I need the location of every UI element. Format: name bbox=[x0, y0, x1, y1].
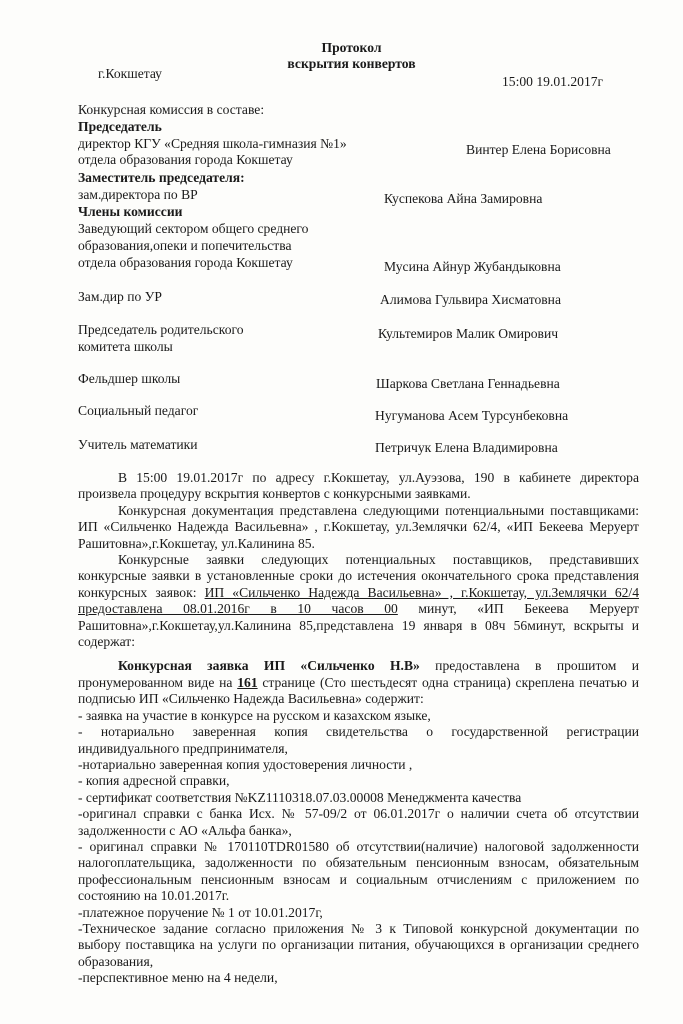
member-name: Культемиров Малик Омирович bbox=[378, 326, 559, 341]
committee-intro: Конкурсная комиссия в составе: bbox=[78, 102, 265, 117]
paragraph-3-end: минут, «ИП Бекеева Меруерт Рашитовна»,г.Кокшетау,ул.Калинина 85,представлена 19 января в 08ч 56минут, вскрыты и содержат: bbox=[78, 601, 639, 650]
list-item: -Техническое задание согласно приложения № 3 к Типовой конкурсной документации по выбору поставщика на услуги по организации питания, обучающихся в организации среднего образования, bbox=[78, 920, 639, 969]
datetime: 15:00 19.01.2017г bbox=[502, 74, 604, 89]
list-item: - оригинал справки № 170110TDR01580 об отсутствии(наличие) налоговой задолженности налогоплательщика, задолженности по обязательным пенсионным взносам, обязательным профессиональным пенсионным взносам и социальным отчислениям с приложением по состоянию на 10.01.2017г. bbox=[78, 838, 639, 904]
position-line: отдела образования города Кокшетау bbox=[78, 255, 293, 270]
position-line: Фельдшер школы bbox=[78, 371, 181, 386]
doc-subtitle: вскрытия конвертов bbox=[287, 56, 416, 71]
member-name: Шаркова Светлана Геннадьевна bbox=[376, 376, 560, 391]
paragraph-1: В 15:00 19.01.2017г по адресу г.Кокшетау, ул.Ауэзова, 190 в кабинете директора произвела процедуру вскрытия конвертов с конкурсными заявками. bbox=[78, 470, 639, 502]
position-line: Социальный педагог bbox=[78, 403, 199, 418]
member-name: Петричук Елена Владимировна bbox=[375, 440, 558, 455]
list-item: -оригинал справки с банка Исх. № 57-09/2 от 06.01.2017г о наличии счета об отсутствии задолженности с АО «Альфа банка», bbox=[78, 806, 639, 838]
list-item: - заявка на участие в конкурсе на русском и казахском языке, bbox=[78, 707, 431, 723]
position-line: образования,опеки и попечительства bbox=[78, 238, 292, 253]
member-name: Алимова Гульвира Хисматовна bbox=[380, 292, 561, 307]
application-heading: Конкурсная заявка ИП «Сильченко Н.В» bbox=[118, 658, 420, 674]
member-name: Винтер Елена Борисовна bbox=[466, 142, 611, 157]
position-line: Учитель математики bbox=[78, 437, 198, 452]
paragraph-2: Конкурсная документация представлена следующими потенциальными поставщиками: ИП «Сильченко Надежда Васильевна» , г.Кокшетау, ул.Землячки 62/4, «ИП Бекеева Меруерт Рашитовна»,г.Кокшетау, ул.Калинина 85. bbox=[78, 502, 639, 551]
paragraph-3-underlined: ИП «Сильченко Надежда Васильевна» , г.Кокшетау, ул.Землячки 62/4 предоставлена 08.01.2016г в 10 часов 00 bbox=[78, 584, 639, 617]
role-members: Члены комиссии bbox=[78, 204, 183, 219]
position-line: отдела образования города Кокшетау bbox=[78, 152, 293, 167]
paragraph-3 bbox=[78, 552, 639, 650]
list-item: - копия адресной справки, bbox=[78, 773, 230, 789]
city: г.Кокшетау bbox=[98, 66, 162, 81]
list-item: -нотариально заверенная копия удостоверения личности , bbox=[78, 756, 413, 772]
paragraph-3-start: Конкурсные заявки следующих потенциальных поставщиков, представивших конкурсные заявки в установленные сроки до истечения окончательного срока представления конкурсных заявок: bbox=[78, 552, 639, 600]
member-name: Куспекова Айна Замировна bbox=[384, 191, 543, 206]
paragraph-4-text: предоставлена в прошитом и пронумерованном виде на bbox=[78, 658, 639, 690]
paragraph-4 bbox=[78, 658, 639, 707]
position-line: Заведующий сектором общего среднего bbox=[78, 221, 309, 236]
role-chairman: Председатель bbox=[78, 119, 162, 134]
list-item: -платежное поручение № 1 от 10.01.2017г, bbox=[78, 904, 323, 920]
list-item: - сертификат соответствия №KZ1110318.07.03.00008 Менеджмента качества bbox=[78, 789, 522, 805]
paragraph-4-text-end: странице (Сто шестьдесят одна страница) скреплена печатью и подписью ИП «Сильченко Надежда Васильевна» содержит: bbox=[78, 674, 639, 707]
list-item: -перспективное меню на 4 недели, bbox=[78, 970, 278, 986]
member-name: Нугуманова Асем Турсунбековна bbox=[375, 408, 569, 423]
position-line: комитета школы bbox=[78, 339, 173, 354]
page-count: 161 bbox=[237, 674, 258, 690]
position-line: зам.директора по ВР bbox=[78, 187, 198, 202]
body-text bbox=[78, 470, 639, 987]
doc-title: Протокол bbox=[321, 40, 382, 55]
position-line: директор КГУ «Средняя школа-гимназия №1» bbox=[78, 136, 347, 151]
list-item: - нотариально заверенная копия свидетельства о государственной регистрации индивидуального предпринимателя, bbox=[78, 724, 639, 756]
role-deputy: Заместитель председателя: bbox=[78, 170, 245, 185]
member-name: Мусина Айнур Жубандыковна bbox=[384, 259, 561, 274]
position-line: Зам.дир по УР bbox=[78, 289, 162, 304]
position-line: Председатель родительского bbox=[78, 322, 244, 337]
